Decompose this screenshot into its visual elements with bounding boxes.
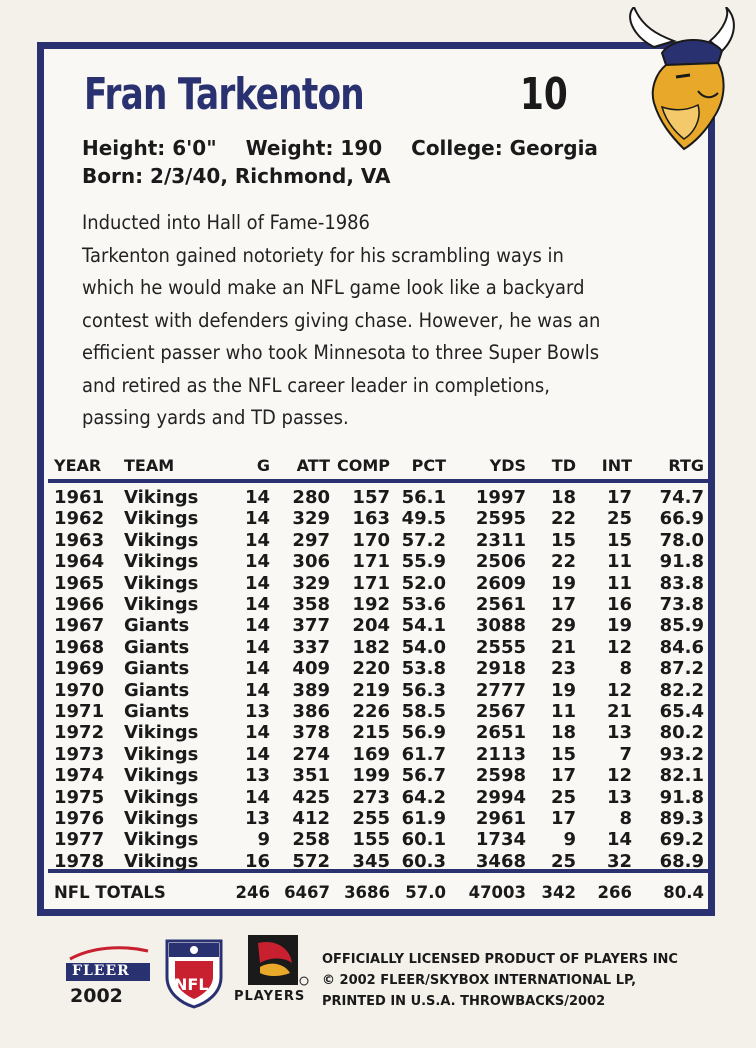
stats-cell-int: 13 [606, 722, 632, 744]
stats-cell-attempts: 377 [292, 615, 330, 637]
stats-cell-year: 1978 [54, 850, 105, 872]
stats-header-games: G [256, 456, 270, 475]
stats-cell-games: 13 [244, 765, 270, 787]
legal-line: © 2002 FLEER/SKYBOX INTERNATIONAL LP, [322, 973, 637, 988]
stats-cell-year: 1961 [54, 487, 105, 508]
stats-cell-int: 19 [606, 615, 632, 637]
stats-cell-attempts: 412 [292, 808, 330, 829]
table-row [48, 637, 712, 659]
table-row [48, 680, 712, 702]
stats-cell-int: 15 [606, 529, 632, 551]
stats-header-completions: COMP [337, 456, 390, 475]
nfl-text: NFL [174, 975, 209, 994]
stats-cell-year: 1968 [54, 636, 105, 658]
stats-header-int: INT [601, 456, 632, 475]
totals-cell-attempts: 6467 [284, 883, 330, 902]
stats-cell-yards: 2555 [475, 636, 526, 658]
stats-cell-td: 15 [550, 743, 576, 765]
description-line: contest with defenders giving chase. However, he was an [82, 308, 601, 332]
stats-cell-rating: 82.1 [659, 765, 704, 787]
birth-info: Born: 2/3/40, Richmond, VA [82, 164, 391, 188]
stats-cell-year: 1971 [54, 701, 105, 722]
stats-cell-year: 1962 [54, 508, 105, 530]
stats-cell-completions: 170 [352, 529, 390, 551]
career-totals-row [48, 877, 712, 907]
stats-cell-attempts: 329 [292, 508, 330, 530]
stats-cell-yards: 2961 [475, 808, 526, 829]
stats-cell-attempts: 358 [292, 594, 330, 615]
stats-cell-int: 11 [606, 572, 632, 594]
stats-cell-rating: 89.3 [659, 808, 704, 829]
stats-cell-yards: 2609 [475, 572, 526, 594]
description-line: Tarkenton gained notoriety for his scrambling ways in [82, 243, 564, 267]
stats-cell-games: 14 [244, 636, 270, 658]
stats-cell-completions: 219 [352, 679, 390, 701]
stats-cell-attempts: 378 [292, 722, 330, 744]
stats-cell-attempts: 258 [292, 829, 330, 851]
stats-cell-pct: 60.1 [401, 829, 446, 851]
stats-cell-attempts: 386 [292, 701, 330, 722]
stats-cell-year: 1969 [54, 658, 105, 680]
table-row [48, 594, 712, 616]
stats-cell-pct: 54.1 [401, 615, 446, 637]
totals-cell-completions: 3686 [344, 883, 390, 902]
stats-cell-team: Vikings [124, 765, 199, 787]
table-row [48, 508, 712, 530]
stats-cell-td: 17 [550, 808, 576, 829]
stats-cell-int: 12 [606, 636, 632, 658]
stats-header [48, 452, 712, 478]
stats-cell-completions: 155 [352, 829, 390, 851]
legal-text [322, 949, 678, 1012]
stats-cell-completions: 169 [352, 743, 390, 765]
stats-cell-rating: 68.9 [659, 850, 704, 872]
table-row [48, 851, 712, 873]
stats-cell-td: 25 [550, 786, 576, 808]
table-row [48, 765, 712, 787]
stats-cell-int: 12 [606, 679, 632, 701]
stats-cell-completions: 163 [352, 508, 390, 530]
stats-cell-team: Vikings [124, 850, 199, 872]
stats-cell-pct: 55.9 [401, 551, 446, 573]
stats-header-attempts: ATT [296, 456, 330, 475]
stats-cell-completions: 204 [352, 615, 390, 637]
stats-cell-games: 13 [244, 701, 270, 722]
stats-cell-yards: 2777 [475, 679, 526, 701]
stats-cell-td: 25 [550, 850, 576, 872]
stats-cell-yards: 3088 [475, 615, 526, 637]
vikings-logo-icon [614, 7, 754, 167]
stats-cell-team: Vikings [124, 594, 199, 615]
table-row [48, 808, 712, 830]
totals-cell-games: 246 [235, 883, 270, 902]
stats-cell-year: 1973 [54, 743, 105, 765]
stats-cell-td: 9 [563, 829, 576, 851]
stats-cell-games: 14 [244, 786, 270, 808]
description-line: efficient passer who took Minnesota to three Super Bowls [82, 341, 600, 364]
stats-cell-year: 1965 [54, 572, 105, 594]
stats-cell-yards: 2567 [475, 701, 526, 722]
stats-cell-games: 14 [244, 743, 270, 765]
stats-cell-int: 25 [606, 508, 632, 530]
table-row [48, 722, 712, 744]
stats-cell-team: Vikings [124, 487, 199, 508]
stats-cell-td: 11 [550, 701, 576, 722]
stats-cell-team: Giants [124, 701, 190, 722]
stats-cell-pct: 60.3 [401, 850, 446, 872]
stats-cell-yards: 2595 [475, 508, 526, 530]
stats-cell-team: Vikings [124, 508, 199, 530]
stats-cell-year: 1974 [54, 765, 105, 787]
stats-cell-rating: 65.4 [659, 701, 704, 722]
totals-cell-label: NFL TOTALS [54, 883, 166, 902]
stats-cell-team: Vikings [124, 786, 199, 808]
stats-cell-pct: 56.9 [401, 722, 446, 744]
stats-cell-yards: 2311 [475, 529, 526, 551]
stats-cell-rating: 80.2 [659, 722, 704, 744]
career-description [82, 207, 682, 435]
description-line: passing yards and TD passes. [82, 406, 349, 429]
description-line: which he would make an NFL game look like a backyard [82, 276, 585, 299]
stats-cell-attempts: 572 [292, 850, 330, 872]
stats-cell-games: 9 [257, 829, 270, 851]
stats-cell-int: 14 [606, 829, 632, 851]
stats-cell-year: 1964 [54, 551, 105, 573]
stats-cell-team: Vikings [124, 743, 199, 765]
description-line: and retired as the NFL career leader in completions, [82, 373, 550, 397]
card-footer [0, 925, 756, 1045]
stats-cell-games: 14 [244, 551, 270, 573]
stats-cell-games: 14 [244, 508, 270, 530]
stats-cell-td: 23 [550, 658, 576, 680]
stats-cell-pct: 49.5 [401, 508, 446, 530]
stats-cell-pct: 53.6 [401, 594, 446, 615]
stats-cell-completions: 157 [352, 487, 390, 508]
stats-cell-rating: 93.2 [659, 743, 704, 765]
stats-cell-rating: 91.8 [659, 551, 704, 573]
players-text: PLAYERS [234, 989, 306, 1004]
stats-cell-td: 15 [550, 529, 576, 551]
stats-cell-td: 29 [550, 615, 576, 637]
stats-cell-td: 18 [550, 487, 576, 508]
stats-cell-attempts: 409 [292, 658, 330, 680]
stats-cell-yards: 2651 [475, 722, 526, 744]
stats-cell-pct: 52.0 [401, 572, 446, 594]
stats-header-td: TD [551, 456, 576, 475]
stats-cell-yards: 2113 [475, 743, 526, 765]
stats-cell-rating: 85.9 [659, 615, 704, 637]
stats-cell-attempts: 329 [292, 572, 330, 594]
stats-cell-completions: 220 [352, 658, 390, 680]
card-frame [37, 42, 715, 916]
stats-cell-team: Vikings [124, 808, 199, 829]
stats-cell-games: 14 [244, 572, 270, 594]
stats-cell-yards: 2598 [475, 765, 526, 787]
stats-cell-games: 14 [244, 679, 270, 701]
stats-cell-pct: 54.0 [401, 636, 446, 658]
stats-cell-rating: 87.2 [659, 658, 704, 680]
stats-cell-completions: 273 [352, 786, 390, 808]
stats-cell-attempts: 280 [292, 487, 330, 508]
stats-cell-completions: 192 [352, 594, 390, 615]
card-year: 2002 [70, 985, 123, 1007]
stats-cell-team: Vikings [124, 551, 199, 573]
stats-cell-int: 13 [606, 786, 632, 808]
fleer-brand: FLEER [72, 963, 130, 979]
stats-cell-team: Vikings [124, 722, 199, 744]
stats-cell-year: 1966 [54, 594, 105, 615]
stats-cell-pct: 61.7 [401, 743, 446, 765]
stats-cell-yards: 3468 [475, 850, 526, 872]
stats-cell-completions: 345 [352, 850, 390, 872]
stats-cell-year: 1972 [54, 722, 105, 744]
weight-value: Weight: 190 [245, 136, 383, 160]
stats-cell-team: Vikings [124, 529, 199, 551]
stats-cell-td: 19 [550, 572, 576, 594]
stats-cell-attempts: 425 [292, 786, 330, 808]
stats-header-pct: PCT [411, 456, 446, 475]
stats-cell-rating: 73.8 [659, 594, 704, 615]
stats-cell-td: 21 [550, 636, 576, 658]
stats-cell-pct: 64.2 [401, 786, 446, 808]
stats-cell-int: 21 [606, 701, 632, 722]
stats-cell-rating: 74.7 [659, 487, 704, 508]
totals-cell-pct: 57.0 [405, 883, 446, 902]
table-row [48, 551, 712, 573]
stats-cell-pct: 53.8 [401, 658, 446, 680]
stats-cell-completions: 215 [352, 722, 390, 744]
table-row [48, 744, 712, 766]
totals-cell-yards: 47003 [468, 883, 526, 902]
stats-cell-rating: 78.0 [659, 529, 704, 551]
stats-cell-pct: 58.5 [401, 701, 446, 722]
stats-cell-yards: 1734 [475, 829, 526, 851]
stats-cell-rating: 84.6 [659, 636, 704, 658]
stats-cell-team: Vikings [124, 829, 199, 851]
stats-cell-team: Giants [124, 636, 190, 658]
stats-header-team: TEAM [124, 456, 175, 475]
stats-cell-games: 14 [244, 487, 270, 508]
stats-cell-completions: 255 [352, 808, 390, 829]
stats-header-year: YEAR [54, 456, 102, 475]
stats-cell-games: 14 [244, 615, 270, 637]
stats-header-yards: YDS [489, 456, 526, 475]
stats-cell-td: 22 [550, 508, 576, 530]
stats-cell-yards: 2918 [475, 658, 526, 680]
stats-cell-int: 32 [606, 850, 632, 872]
stats-cell-rating: 69.2 [659, 829, 704, 851]
totals-cell-rating: 80.4 [663, 883, 704, 902]
stats-cell-rating: 83.8 [659, 572, 704, 594]
stats-cell-attempts: 297 [292, 529, 330, 551]
stats-cell-int: 11 [606, 551, 632, 573]
totals-cell-int: 266 [597, 883, 632, 902]
player-name: Fran Tarkenton [84, 69, 364, 120]
stats-cell-completions: 171 [352, 551, 390, 573]
legal-line: PRINTED IN U.S.A. THROWBACKS/2002 [322, 994, 606, 1009]
stats-cell-pct: 61.9 [401, 808, 446, 829]
stats-cell-yards: 2506 [475, 551, 526, 573]
stats-cell-rating: 91.8 [659, 786, 704, 808]
bio-block [82, 134, 620, 190]
stats-cell-int: 12 [606, 765, 632, 787]
stats-cell-games: 14 [244, 658, 270, 680]
stats-cell-int: 7 [619, 743, 632, 765]
stats-cell-completions: 226 [352, 701, 390, 722]
stats-cell-attempts: 337 [292, 636, 330, 658]
college-value: College: Georgia [411, 136, 598, 160]
stats-cell-yards: 2561 [475, 594, 526, 615]
stats-cell-team: Giants [124, 658, 190, 680]
table-row [48, 701, 712, 723]
stats-cell-year: 1975 [54, 786, 105, 808]
jersey-number: 10 [520, 69, 568, 120]
stats-cell-games: 14 [244, 529, 270, 551]
stats-cell-attempts: 351 [292, 765, 330, 787]
height-value: Height: 6'0" [82, 136, 217, 160]
stats-table [48, 479, 712, 873]
description-line: Inducted into Hall of Fame-1986 [82, 211, 370, 234]
stats-cell-pct: 56.3 [401, 679, 446, 701]
stats-cell-int: 8 [619, 658, 632, 680]
stats-cell-games: 14 [244, 594, 270, 615]
stats-cell-attempts: 389 [292, 679, 330, 701]
legal-line: OFFICIALLY LICENSED PRODUCT OF PLAYERS INC [322, 952, 678, 967]
stats-cell-completions: 182 [352, 636, 390, 658]
stats-cell-team: Vikings [124, 572, 199, 594]
table-row [48, 615, 712, 637]
stats-cell-team: Giants [124, 679, 190, 701]
stats-header-rating: RTG [668, 456, 704, 475]
stats-cell-pct: 56.1 [401, 487, 446, 508]
stats-cell-year: 1977 [54, 829, 105, 851]
table-row [48, 829, 712, 851]
stats-cell-yards: 1997 [475, 487, 526, 508]
stats-cell-year: 1970 [54, 679, 105, 701]
stats-cell-attempts: 274 [292, 743, 330, 765]
table-row [48, 658, 712, 680]
stats-cell-completions: 171 [352, 572, 390, 594]
stats-cell-int: 16 [606, 594, 632, 615]
stats-cell-year: 1967 [54, 615, 105, 637]
stats-cell-td: 19 [550, 679, 576, 701]
stats-cell-td: 18 [550, 722, 576, 744]
stats-cell-year: 1976 [54, 808, 105, 829]
stats-cell-td: 17 [550, 594, 576, 615]
stats-cell-int: 17 [606, 487, 632, 508]
stats-cell-int: 8 [619, 808, 632, 829]
totals-cell-td: 342 [541, 883, 576, 902]
stats-cell-games: 16 [244, 850, 270, 872]
fleer-logo-icon [62, 937, 154, 987]
table-row [48, 487, 712, 509]
stats-cell-games: 13 [244, 808, 270, 829]
stats-cell-pct: 56.7 [401, 765, 446, 787]
stats-cell-rating: 66.9 [659, 508, 704, 530]
table-row [48, 573, 712, 595]
stats-cell-completions: 199 [352, 765, 390, 787]
stats-cell-td: 22 [550, 551, 576, 573]
stats-cell-pct: 57.2 [401, 529, 446, 551]
stats-cell-yards: 2994 [475, 786, 526, 808]
stats-cell-team: Giants [124, 615, 190, 637]
table-row [48, 530, 712, 552]
stats-cell-year: 1963 [54, 529, 105, 551]
nfl-shield-icon [163, 933, 225, 1009]
stats-cell-attempts: 306 [292, 551, 330, 573]
table-row [48, 787, 712, 809]
stats-cell-games: 14 [244, 722, 270, 744]
stats-cell-rating: 82.2 [659, 679, 704, 701]
stats-cell-td: 17 [550, 765, 576, 787]
